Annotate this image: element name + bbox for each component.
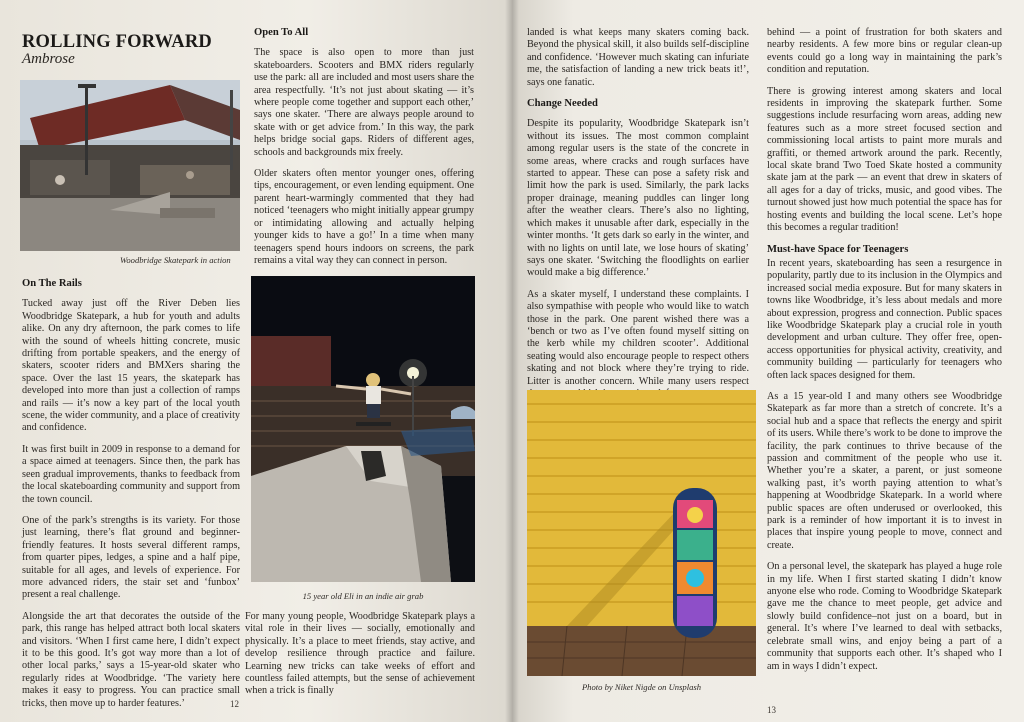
article-author: Ambrose — [22, 51, 75, 67]
left-column-1 — [22, 278, 240, 719]
paragraph: As a skater myself, I understand these complaints. I also sympathise with people who would like to watch those in the park. One parent wished there was a ‘bench or two as I’ve often found myself sitting on the kerb while my children scooter’. Additional seating would also encourage people to respect others skating and not block where they’re trying to ride. Litter is another concern. While many users respect — [527, 288, 749, 387]
right-column-2 — [767, 27, 1002, 682]
paragraph: Tucked away just off the River Deben lies Woodbridge Skatepark, a hub for youth and adults alike. On any dry afternoon, the park comes to life with the sound of wheels hitting concrete, music drifting from portable speakers, and the energy of skaters, scooter riders and BMXers sharing the space. Over the last 15 years, the skatepark has developed into more than just a collection of ramps and rails — it’s now a key part of the local youth scene, the wider community, and a place of creativity and confidence. — [22, 298, 240, 434]
paragraph: On a personal level, the skatepark has played a huge role in my life. When I first started skating I didn’t know anyone else who rode. Coming to Woodbridge Skatepark gave me the chance to meet people, get advice and slowly build confidence–not just on a board, but in general. It’s where I’ve learned to deal with setbacks, celebrate small wins, and enjoy being a part of a community that supports each other. It’s shaped who I am in ways I didn’t expect. — [767, 561, 1002, 672]
paragraph: Despite its popularity, Woodbridge Skatepark isn’t without its issues. The most common complaint among regular users is the state of the concrete in some areas, where cracks and rough surfaces have started to appear. These can pose a safety risk and limit how the park is used. Similarly, the park lacks proper drainage, meaning puddles can linger long after the weather clears. There’s also no lighting, which makes it unusable after dark, especially in the winter months. ‘It gets dark so early in the winter, and with no lights on until late, we lose hours of skating’ says one skater. ‘Switching the floodlights on earlier would make a big difference.’ — [527, 118, 749, 279]
page-number-right: 13 — [767, 705, 776, 715]
left-column-2 — [254, 27, 474, 276]
article-title: ROLLING FORWARD — [22, 32, 212, 52]
paragraph: As a 15 year-old I and many others see Woodbridge Skatepark as far more than a stretch of concrete. It’s a social hub and a space that reflects the energy and spirit of its users. While there’s work to be done to improve the facility, the park continues to thrive because of the passion and commitment of the people who use it. Whether you’re a skater, a parent, or just someone walking past, it’s worth paying attention to what’s happening at Woodbridge Skatepark. In a world where public spaces are often underused or overlooked, this park is a reminder of how important it is to invest in places that inspire young people to move, connect and create. — [767, 390, 1002, 551]
eli-photo-caption: 15 year old Eli in an indie air grab — [302, 591, 424, 601]
eli-photo-art — [251, 276, 475, 582]
heading-must-have: Must-have Space for Teenagers — [767, 243, 909, 255]
right-page — [512, 0, 1024, 722]
skateboard-photo-art — [527, 390, 756, 676]
paragraph: One of the park’s strengths is its variety. For those just learning, there’s flat ground and beginner-friendly features. It hosts several different ramps, from quarter pipes, ledges, a spine and a half pipe, suitable for all ages, and levels of experience. For more advanced riders, the stair set and ‘funbox’ present a real challenge. — [22, 514, 240, 601]
paragraph: It was first built in 2009 in response to a demand for a space aimed at teenagers. Since then, the park has seen gradual improvements, thanks to feedback from the local skateboarding community and support from the town council. — [22, 443, 240, 505]
heading-on-the-rails: On The Rails — [22, 278, 82, 289]
skatepark-photo-art — [20, 80, 240, 251]
heading-open-to-all: Open To All — [254, 27, 309, 38]
paragraph: landed is what keeps many skaters coming back. Beyond the physical skill, it also builds self-discipline and confidence. ‘However much skating can infuriate me, the satisfaction of landing a new trick beats it!’, says one fanatic. — [527, 27, 749, 88]
skatepark-photo — [20, 80, 240, 251]
heading-change-needed: Change Needed — [527, 98, 598, 110]
skateboard-photo-caption: Photo by Niket Nigde on Unsplash — [581, 682, 702, 692]
eli-photo — [251, 276, 475, 582]
paragraph: For many young people, Woodbridge Skatepark plays a vital role in their lives — socially, emotionally and physically. It’s a place to meet friends, stay active, and develop resilience through practice and failure. Learning new tricks can take weeks of effort and countless failed attempts, but the sense of achievement when a trick is finally — [245, 611, 475, 697]
page-gutter — [505, 0, 519, 722]
paragraph: Alongside the art that decorates the outside of the park, this range has helped attract both local skaters and visitors. ‘When I first came here, I didn’t expect it to be this good. It’s got way more than a lot of other local parks,’ says a 15-year-old skater who regularly rides at Woodbridge. ‘The variety here makes it easy to progress. You can practice small tricks, then move up to harder features.’ — [22, 610, 240, 709]
page-number-left: 12 — [230, 699, 239, 709]
paragraph: There is growing interest among skaters and local residents in improving the skatepark further. Some suggestions include resurfacing worn areas, adding new features such as a more street focused section and commissioning local artists to paint more murals and graffiti, or themed artwork around the park. Recently, local skate brand Two Toed Skate hosted a community skate jam at the park — an event that drew in skaters of all ages for a day of tricks, music, and good vibes. The turnout showed just how much potential the space has for hosting events and building the local scene. Let’s hope this becomes a regular tradition! — [767, 85, 1002, 234]
paragraph: Older skaters often mentor younger ones, offering tips, encouragement, or even lending equipment. One parent heart-warmingly commented that they had noticed ‘teenagers who might initially appear grumpy or intimidating allowing and actually helping younger kids to have a go!’ In a time when many teenagers spend hours indoors on screens, the park remains a vital way they can connect in person. — [254, 168, 474, 266]
left-column-2-bottom — [245, 611, 475, 707]
skatepark-photo-caption: Woodbridge Skatepark in action — [120, 255, 231, 265]
skateboard-photo — [527, 390, 756, 676]
right-column-1 — [527, 27, 749, 409]
paragraph: In recent years, skateboarding has seen a resurgence in popularity, partly due to its inclusion in the Olympics and increased social media exposure. But for many skaters in towns like Woodbridge, it’s less about medals and more about expression, progress and connection. Public spaces like Woodbridge Skatepark play a crucial role in youth development and urban culture. They offer free, open-access opportunities for physical activity, creativity, and community building — particularly for teenagers who often lack spaces designed for them. — [767, 257, 1002, 381]
paragraph: behind — a point of frustration for both skaters and nearby residents. A few more bins or regular clean-up events could go a long way in maintaining the park’s condition and reputation. — [767, 27, 1002, 76]
paragraph: The space is also open to more than just skateboarders. Scooters and BMX riders regularly use the park: all are included and most users share the area respectfully. ‘It’s not just about skating — it’s where people come together and support each other,’ says one skater. ‘There are always people around to skate with or get advice from.’ In this way, the park helps bridge social gaps. Riders of different ages, schools and backgrounds mix freely. — [254, 47, 474, 158]
